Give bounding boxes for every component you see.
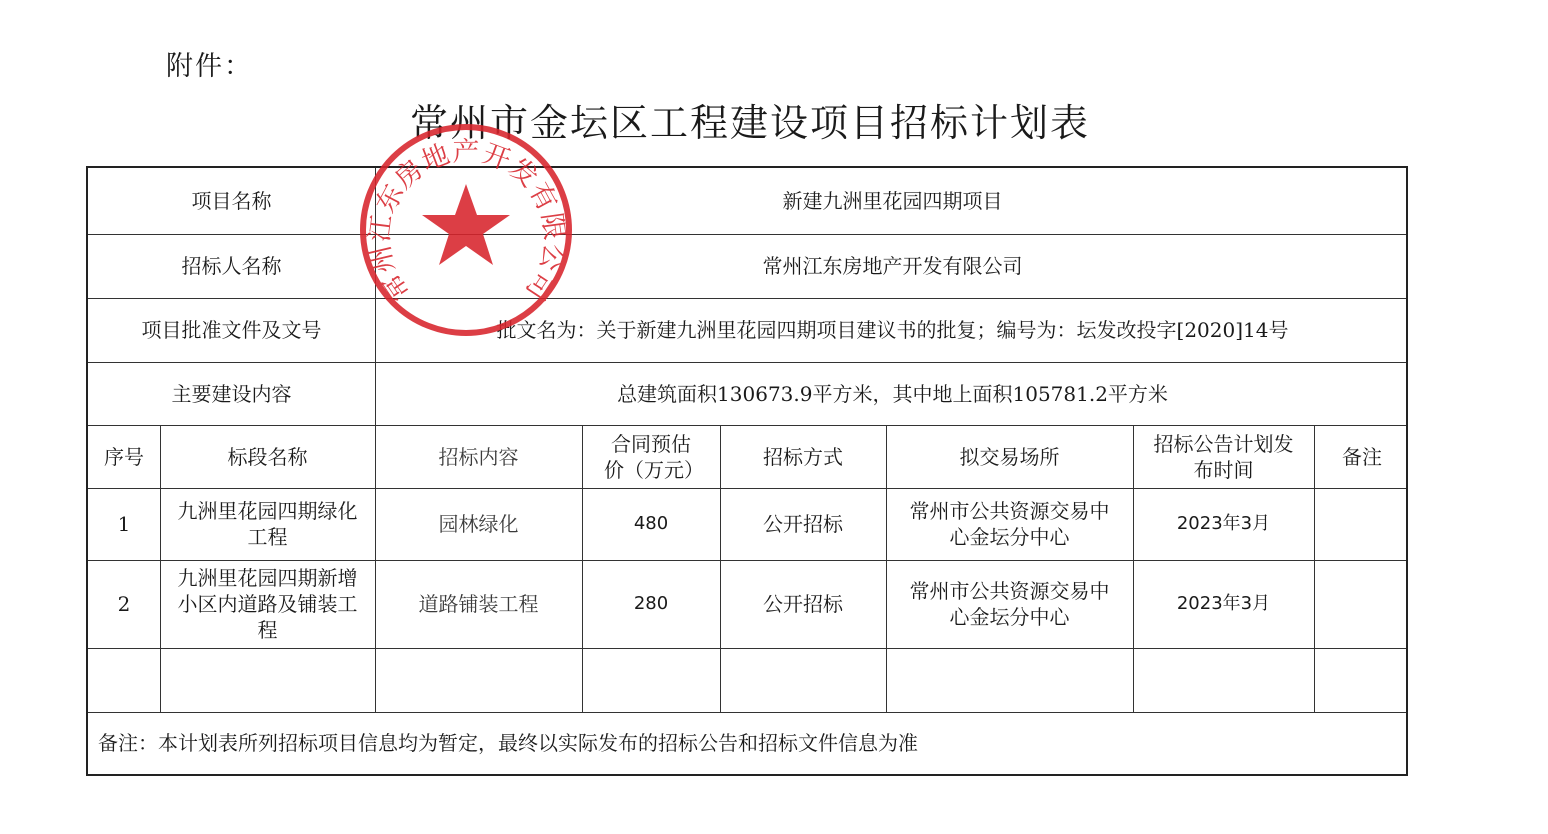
col-header-section: 标段名称 [227,444,308,469]
tenderer-label: 招标人名称 [181,254,282,278]
table-row-1-time: 2023年3月 [1176,513,1271,534]
table-row-1-remark [1314,488,1410,560]
col-header-remark: 备注 [1342,444,1382,469]
table-row-2-price: 280 [633,593,669,614]
approval-label: 项目批准文件及文号 [141,318,322,342]
table-row-1-price: 480 [633,513,669,534]
footnote: 备注：本计划表所列招标项目信息均为暂定，最终以实际发布的招标公告和招标文件信息为准 [98,731,918,755]
col-header-content: 招标内容 [438,444,519,469]
table-row-1-content: 园林绿化 [438,512,519,536]
table-row-2-section: 九洲里花园四期新增小区内道路及铺装工程 [177,566,358,642]
table-row-2-remark [1314,560,1410,648]
project-name-value: 新建九洲里花园四期项目 [782,189,1003,213]
table-row-2-no: 2 [117,592,131,616]
col-header-venue: 拟交易场所 [959,444,1060,469]
table-row-2-time: 2023年3月 [1176,593,1271,614]
page-title: 常州市金坛区工程建设项目招标计划表 [409,101,1090,145]
col-header-no: 序号 [104,444,144,469]
attachment-label: 附件： [166,51,253,82]
table-row-2-method: 公开招标 [763,592,843,616]
col-header-method: 招标方式 [763,444,843,469]
approval-value: 批文名为：关于新建九洲里花园四期项目建议书的批复；编号为：坛发改投字[2020]14号 [496,318,1289,342]
main-content-label: 主要建设内容 [171,381,292,406]
tenderer-value: 常州江东房地产开发有限公司 [762,254,1023,278]
project-name-label: 项目名称 [191,189,272,213]
table-row-2-venue: 常州市公共资源交易中心金坛分中心 [909,579,1110,629]
company-seal-stamp [356,120,576,340]
tender-plan-table [86,166,1408,776]
table-row-2-content: 道路铺装工程 [418,592,539,616]
table-row-empty [88,648,1410,712]
seal-star-icon [422,184,510,265]
table-row-1-venue: 常州市公共资源交易中心金坛分中心 [909,499,1110,549]
seal-text: 常州江东房地产开发有限公司 [364,136,570,308]
main-content-value: 总建筑面积130673.9平方米，其中地上面积105781.2平方米 [617,381,1168,406]
col-header-price: 合同预估价（万元） [604,431,704,482]
col-header-time: 招标公告计划发布时间 [1153,431,1294,482]
table-row-1-no: 1 [117,512,131,536]
table-row-1-method: 公开招标 [763,512,843,536]
table-row-1-section: 九洲里花园四期绿化工程 [177,499,358,549]
